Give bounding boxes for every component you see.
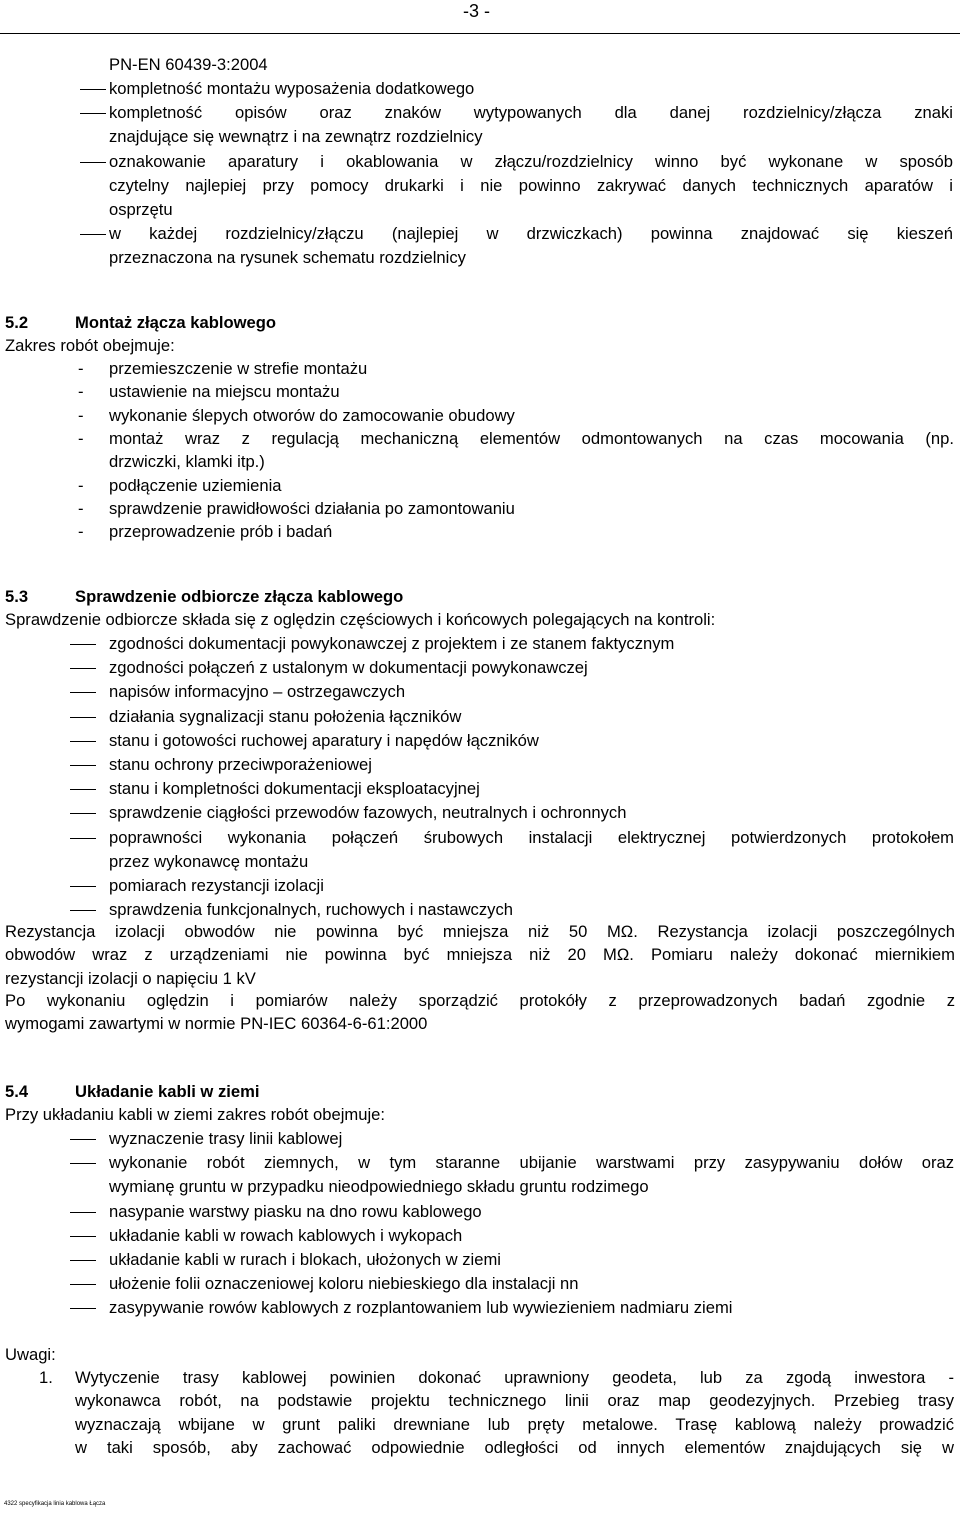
list-item-line: wykonanie ślepych otworów do zamocowanie obudowy [109,405,515,425]
list-item-line: poprawności wykonania połączeń śrubowych instalacji elektrycznej potwierdzonych protokołem [109,827,954,847]
section-number: 5.2 [5,313,29,332]
list-hyphen: - [78,522,84,542]
list-item-line: kompletność montażu wyposażenia dodatkowego [109,79,475,98]
list-item-line: układanie kabli w rurach i blokach, ułożonych w ziemi [109,1250,501,1269]
list-dash [70,910,96,911]
list-hyphen: - [78,475,84,495]
list-item-line: kompletność opisów oraz znaków wytypowanych dla danej rozdzielnicy/złącza znaki [109,103,953,123]
list-item-line: nasypanie warstwy piasku na dno rowu kablowego [109,1201,482,1221]
section-lead: Sprawdzenie odbiorcze składa się z oględzin częściowych i końcowych polegających na kontroli: [5,610,716,629]
section-title: Montaż złącza kablowego [75,313,277,332]
list-hyphen: - [78,405,84,425]
section-lead: Przy układaniu kabli w ziemi zakres robót obejmuje: [5,1105,385,1124]
list-item-line: stanu i kompletności dokumentacji eksploatacyjnej [109,779,480,799]
list-item-line: układanie kabli w rowach kablowych i wykopach [109,1225,463,1245]
paragraph-line: obwodów wraz z urządzeniami nie powinna być mniejsza niż 20 MΩ. Pomiaru należy dokonać miernikiem [5,945,955,965]
list-dash [70,741,96,742]
list-item-line: czytelny najlepiej przy pomocy drukarki i nie powinno zakrywać danych technicznych aparatów i [109,175,953,195]
list-item-line: przemieszczenie w strefie montażu [109,359,368,378]
list-item-line: wymianę gruntu w przypadku nieodpowiedniego składu gruntu rodzimego [109,1177,649,1197]
list-hyphen: - [78,428,84,448]
paragraph-line: rezystancji izolacji o napięciu 1 kV [5,968,256,988]
list-item-line: sprawdzenie ciągłości przewodów fazowych, neutralnych i ochronnych [109,803,627,823]
list-item-line: zasypywanie rowów kablowych z rozplantowaniem lub wywiezieniem nadmiaru ziemi [109,1298,733,1318]
list-item-line: w każdej rozdzielnicy/złączu (najlepiej w drzwiczkach) powinna znajdować się kieszeń [109,224,953,244]
page-number: -3 - [463,1,490,21]
section-title: Sprawdzenie odbiorcze złącza kablowego [75,587,404,606]
list-dash [70,838,96,839]
notes-label: Uwagi: [5,1345,56,1364]
list-dash [80,89,106,90]
note-line: Wytyczenie trasy kablowej powinien dokonać uprawniony geodeta, lub za zgodą inwestora - [75,1368,954,1387]
footer-text: 4322 specyfikacja linia kablowa Łącza [4,1501,106,1507]
section-title: Układanie kabli w ziemi [75,1082,260,1101]
note-number: 1. [39,1368,53,1387]
list-dash [70,789,96,790]
list-item-line: ułożenie folii oznaczeniowej koloru niebieskiego dla instalacji nn [109,1274,579,1294]
list-item-line: drzwiczki, klamki itp.) [109,452,265,472]
list-item-line: sprawdzenie prawidłowości działania po zamontowaniu [109,498,515,518]
list-item-line: sprawdzenia funkcjonalnych, ruchowych i nastawczych [109,900,513,920]
list-item-line: napisów informacyjno – ostrzegawczych [109,682,406,702]
list-item-line: zgodności dokumentacji powykonawczej z projektem i ze stanem faktycznym [109,634,675,653]
note-line: w taki sposób, aby zachować odpowiednie odległości od innych elementów znajdujących się w [75,1437,954,1457]
list-item-line: podłączenie uziemienia [109,475,282,495]
list-dash [80,113,106,114]
list-item-line: oznakowanie aparatury i okablowania w złączu/rozdzielnicy winno być wykonane w sposób [109,151,953,171]
list-item-line: montaż wraz z regulacją mechaniczną elementów odmontowanych na czas mocowania (np. [109,428,954,448]
list-dash [70,1212,96,1213]
list-dash [70,765,96,766]
section-number: 5.3 [5,587,29,606]
list-dash [70,1139,96,1140]
paragraph-line: wymogami zawartymi w normie PN-IEC 60364-6-61:2000 [5,1014,428,1034]
list-item-line: pomiarach rezystancji izolacji [109,876,324,895]
list-dash [70,1308,96,1309]
note-line: wyznaczają wbijane w grunt paliki drewniane lub pręty metalowe. Trasę kablową należy prowadzić [75,1414,954,1434]
list-item-line: wyznaczenie trasy linii kablowej [109,1129,343,1148]
list-dash [70,1236,96,1237]
list-item-line: zgodności połączeń z ustalonym w dokumentacji powykonawczej [109,658,588,678]
list-dash [80,234,106,235]
paragraph-line: Po wykonaniu oględzin i pomiarów należy sporządzić protokóły z przeprowadzonych badań zgodnie z [5,991,955,1010]
list-dash [70,1284,96,1285]
list-item-line: przez wykonawcę montażu [109,851,309,871]
list-item-line: przeprowadzenie prób i badań [109,522,333,542]
section-number: 5.4 [5,1082,29,1101]
list-dash [70,692,96,693]
list-item-line: przeznaczona na rysunek schematu rozdzielnicy [109,248,466,268]
list-dash [70,717,96,718]
list-item-line: osprzętu [109,200,173,219]
list-item-line: wykonanie robót ziemnych, w tym staranne ubijanie warstwami przy zasypywaniu dołów oraz [109,1153,954,1173]
list-dash [80,162,106,163]
list-dash [70,1260,96,1261]
list-item-line: działania sygnalizacji stanu położenia łączników [109,706,462,726]
list-dash [70,644,96,645]
section-lead: Zakres robót obejmuje: [5,336,175,355]
list-hyphen: - [78,359,84,378]
list-item-line: stanu ochrony przeciwporażeniowej [109,755,372,774]
note-line: wykonawca robót, na podstawie projektu technicznego linii oraz map geodezyjnych. Przebieg trasy [75,1391,954,1411]
list-item-line: ustawienie na miejscu montażu [109,382,340,402]
list-hyphen: - [78,498,84,518]
list-dash [70,886,96,887]
standard-ref: PN-EN 60439-3:2004 [109,55,268,74]
list-dash [70,813,96,814]
header-rule [0,33,960,34]
list-item-line: stanu i gotowości ruchowej aparatury i napędów łączników [109,730,539,750]
list-dash [70,668,96,669]
list-item-line: znajdujące się wewnątrz i na zewnątrz rozdzielnicy [109,127,483,147]
list-dash [70,1163,96,1164]
paragraph-line: Rezystancja izolacji obwodów nie powinna być mniejsza niż 50 MΩ. Rezystancja izolacji poszczególnych [5,922,955,941]
list-hyphen: - [78,382,84,402]
